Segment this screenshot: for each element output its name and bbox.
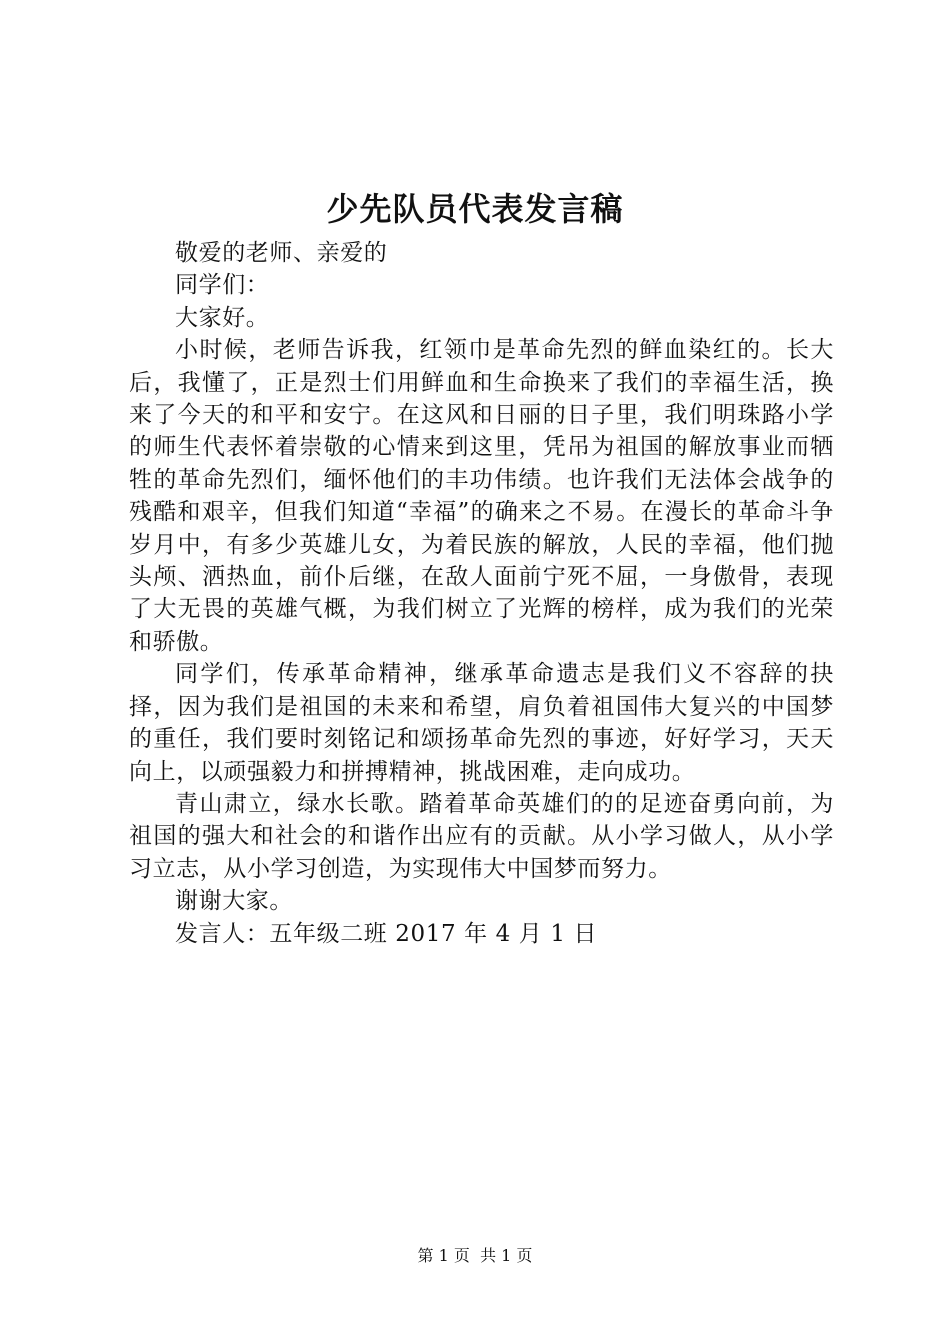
salutation-line-2: 同学们： bbox=[175, 272, 270, 299]
greeting: 大家好。 bbox=[175, 304, 270, 331]
paragraph-3: 青山肃立，绿水长歌。踏着革命英雄们的的足迹奋勇向前，为祖国的强大和社会的和谐作出应有的贡献。从小学习做人，从小学习立志，从小学习创造，为实现伟大中国梦而努力。 bbox=[129, 790, 834, 882]
page-footer: 第 1 页 共 1 页 bbox=[417, 1246, 533, 1265]
signature: 发言人：五年级二班 2017 年 4 月 1 日 bbox=[175, 920, 598, 947]
paragraph-2: 同学们，传承革命精神，继承革命遗志是我们义不容辞的抉择，因为我们是祖国的未来和希望，肩负着祖国伟大复兴的中国梦的重任，我们要时刻铭记和颂扬革命先烈的事迹，好好学习，天天向上，以顽强毅力和拼搏精神，挑战困难，走向成功。 bbox=[129, 661, 834, 785]
document-title: 少先队员代表发言稿 bbox=[326, 190, 624, 228]
closing: 谢谢大家。 bbox=[175, 888, 293, 915]
salutation-line-1: 敬爱的老师、亲爱的 bbox=[175, 240, 388, 266]
paragraph-1: 小时候，老师告诉我，红领巾是革命先烈的鲜血染红的。长大后，我懂了，正是烈士们用鲜血和生命换来了我们的幸福生活，换来了今天的和平和安宁。在这风和日丽的日子里，我们明珠路小学的师生代表怀着崇敬的心情来到这里，凭吊为祖国的解放事业而牺牲的革命先烈们，缅怀他们的丰功伟绩。也许我们无法体会战争的残酷和艰辛，但我们知道“幸福”的确来之不易。在漫长的革命斗争岁月中，有多少英雄儿女，为着民族的解放，人民的幸福，他们抛头颅、洒热血，前仆后继，在敌人面前宁死不屈，一身傲骨，表现了大无畏的英雄气概，为我们树立了光辉的榜样，成为我们的光荣和骄傲。 bbox=[129, 337, 834, 655]
document-body bbox=[129, 237, 834, 950]
